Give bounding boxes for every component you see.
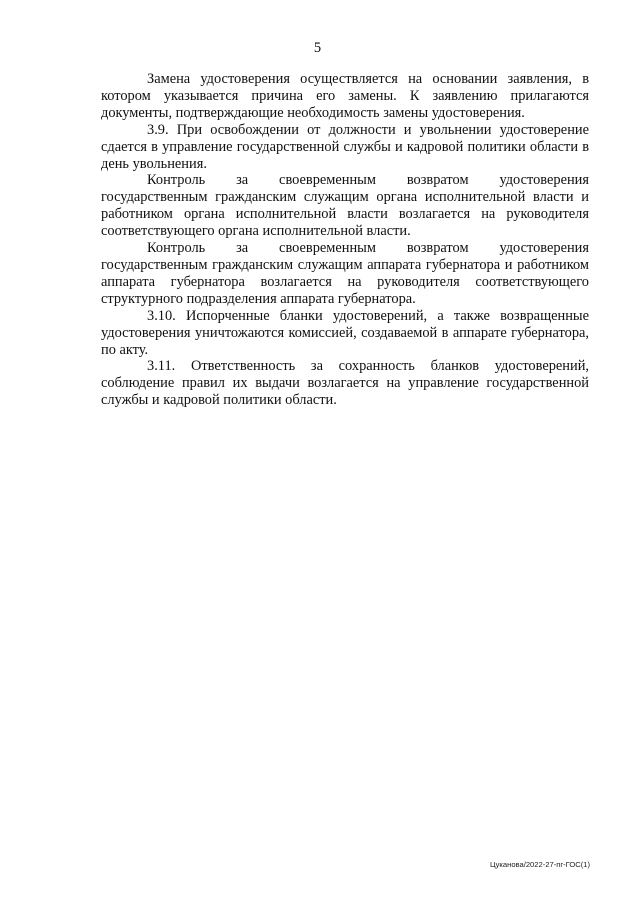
paragraph-3-11: 3.11. Ответственность за сохранность бланков удостоверений, соблюдение правил их выдачи возлагается на управление государственной службы и кадровой политики области. [101,358,589,409]
paragraph-3-10: 3.10. Испорченные бланки удостоверений, а также возвращенные удостоверения уничтожаются комиссией, создаваемой в аппарате губернатора, по акту. [101,307,589,358]
paragraph-control-governor: Контроль за своевременным возвратом удостоверения государственным гражданским служащим аппарата губернатора и работником аппарата губернатора возлагается на руководителя соответствующего структурного подразделения аппарата губернатора. [101,240,589,307]
footer-document-code: Цуканова/2022-27-пг-ГОС(1) [490,860,590,869]
paragraph-replacement: Замена удостоверения осуществляется на основании заявления, в котором указывается причина его замены. К заявлению прилагаются документы, подтверждающие необходимость замены удостоверения. [101,71,589,121]
page-number: 5 [313,40,322,56]
paragraph-control-executive: Контроль за своевременным возвратом удостоверения государственным гражданским служащим органа исполнительной власти и работником органа исполнительной власти возлагается на руководителя соответствующего органа исполнительной власти. [101,172,589,240]
paragraph-3-9: 3.9. При освобождении от должности и увольнении удостоверение сдается в управление государственной службы и кадровой политики области в день увольнения. [101,121,589,172]
document-body [101,71,589,409]
